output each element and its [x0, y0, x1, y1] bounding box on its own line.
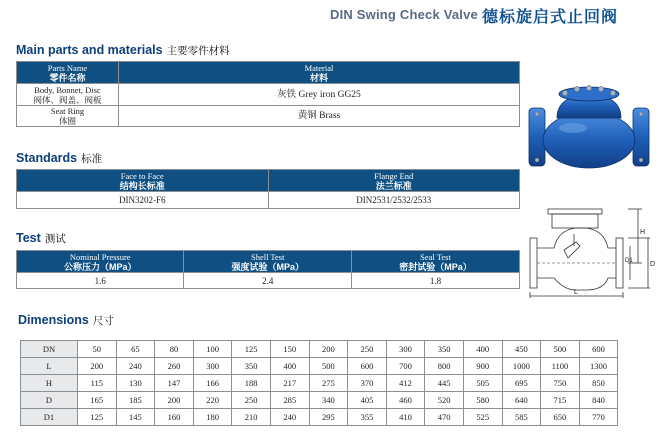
dimension-value-cell: 185 — [116, 392, 155, 409]
dimension-value-cell: 250 — [348, 341, 387, 358]
dimension-value-cell: 650 — [541, 409, 580, 426]
standards-header-flange: Flange End 法兰标准 — [268, 170, 520, 192]
table-row — [21, 392, 618, 409]
dimension-value-cell: 180 — [193, 409, 232, 426]
test-header-shell: Shell Test 强度试验（MPa） — [184, 251, 351, 273]
dimension-value-cell: 200 — [78, 358, 117, 375]
dimension-value-cell: 147 — [155, 375, 194, 392]
dimension-value-cell: 65 — [116, 341, 155, 358]
label-d: D — [650, 261, 656, 268]
dimension-value-cell: 460 — [386, 392, 425, 409]
label-h: H — [640, 229, 646, 236]
dimension-value-cell: 410 — [386, 409, 425, 426]
dimension-value-cell: 412 — [386, 375, 425, 392]
dimension-value-cell: 600 — [348, 358, 387, 375]
dimension-key-cell: H — [21, 375, 78, 392]
dimension-value-cell: 505 — [463, 375, 502, 392]
dimension-value-cell: 188 — [232, 375, 271, 392]
table-row — [21, 409, 618, 426]
dimension-key-cell: D — [21, 392, 78, 409]
dimension-value-cell: 1000 — [502, 358, 541, 375]
dimension-value-cell: 500 — [541, 341, 580, 358]
dimension-value-cell: 80 — [155, 341, 194, 358]
dimension-key-cell: L — [21, 358, 78, 375]
page-title-cn: 德标旋启式止回阀 — [482, 9, 619, 26]
dimension-value-cell: 200 — [155, 392, 194, 409]
dimension-value-cell: 750 — [541, 375, 580, 392]
dimension-value-cell: 125 — [78, 409, 117, 426]
dimension-value-cell: 405 — [348, 392, 387, 409]
dimension-value-cell: 400 — [463, 341, 502, 358]
dimension-value-cell: 355 — [348, 409, 387, 426]
dimension-value-cell: 165 — [78, 392, 117, 409]
nominal-pressure-value: 1.6 — [17, 273, 184, 289]
dimension-value-cell: 770 — [579, 409, 618, 426]
dimension-value-cell: 200 — [309, 341, 348, 358]
dimension-value-cell: 115 — [78, 375, 117, 392]
materials-section-title — [16, 43, 230, 58]
dimension-value-cell: 640 — [502, 392, 541, 409]
standards-title-en: Standards — [16, 151, 78, 165]
material-cell: 灰铁 Grey iron GG25 — [119, 84, 520, 106]
dimension-value-cell: 220 — [193, 392, 232, 409]
dimension-value-cell: 370 — [348, 375, 387, 392]
dimension-value-cell: 260 — [155, 358, 194, 375]
dimension-value-cell: 300 — [193, 358, 232, 375]
dimension-value-cell: 160 — [155, 409, 194, 426]
table-row — [17, 84, 520, 106]
dimension-value-cell: 900 — [463, 358, 502, 375]
dimension-value-cell: 580 — [463, 392, 502, 409]
materials-table — [16, 61, 520, 127]
test-title-en: Test — [16, 231, 41, 245]
materials-title-en: Main parts and materials — [16, 43, 163, 57]
test-header-seal: Seal Test 密封试验（MPa） — [351, 251, 519, 273]
dimension-value-cell: 300 — [386, 341, 425, 358]
table-row — [17, 106, 520, 127]
dimension-value-cell: 500 — [309, 358, 348, 375]
dimension-value-cell: 695 — [502, 375, 541, 392]
dimension-value-cell: 166 — [193, 375, 232, 392]
dimension-value-cell: 1100 — [541, 358, 580, 375]
dimension-value-cell: 840 — [579, 392, 618, 409]
table-row — [17, 192, 520, 209]
shell-test-value: 2.4 — [184, 273, 351, 289]
dimension-value-cell: 450 — [502, 341, 541, 358]
dimension-value-cell: 275 — [309, 375, 348, 392]
dimension-value-cell: 210 — [232, 409, 271, 426]
dimension-value-cell: 250 — [232, 392, 271, 409]
dimension-value-cell: 400 — [270, 358, 309, 375]
dimensions-title-en: Dimensions — [18, 313, 89, 327]
dimension-value-cell: 470 — [425, 409, 464, 426]
dimension-value-cell: 715 — [541, 392, 580, 409]
dimension-value-cell: 350 — [232, 358, 271, 375]
page-title-en: DIN Swing Check Valve — [330, 7, 478, 22]
part-name-cell: Seat Ring 体圈 — [17, 106, 119, 127]
dimension-key-cell: D1 — [21, 409, 78, 426]
dimension-value-cell: 125 — [232, 341, 271, 358]
valve-section-drawing — [524, 200, 659, 300]
dimension-key-cell: DN — [21, 341, 78, 358]
dimension-value-cell: 585 — [502, 409, 541, 426]
label-l: L — [574, 289, 578, 296]
dimension-value-cell: 350 — [425, 341, 464, 358]
dimension-value-cell: 150 — [270, 341, 309, 358]
dimension-value-cell: 50 — [78, 341, 117, 358]
dimension-value-cell: 520 — [425, 392, 464, 409]
standards-table — [16, 169, 520, 209]
dimension-value-cell: 800 — [425, 358, 464, 375]
standards-header-face: Face to Face 结构长标准 — [17, 170, 269, 192]
dimensions-section-title — [18, 313, 114, 328]
dimension-value-cell: 285 — [270, 392, 309, 409]
test-title-cn: 测试 — [44, 233, 66, 245]
dimensions-title-cn: 尺寸 — [92, 315, 114, 327]
flange-end-value: DIN2531/2532/2533 — [268, 192, 520, 209]
dimension-value-cell: 340 — [309, 392, 348, 409]
materials-title-cn: 主要零件材料 — [166, 45, 230, 57]
face-to-face-value: DIN3202-F6 — [17, 192, 269, 209]
label-d1: D1 — [625, 258, 633, 264]
dimension-value-cell: 130 — [116, 375, 155, 392]
dimension-value-cell: 240 — [116, 358, 155, 375]
part-name-cell: Body, Bonnet, Disc 阀体、阀盖、阀板 — [17, 84, 119, 106]
dimension-value-cell: 700 — [386, 358, 425, 375]
materials-header-material: Material 材料 — [119, 62, 520, 84]
table-row — [21, 341, 618, 358]
dimension-value-cell: 145 — [116, 409, 155, 426]
dimension-value-cell: 525 — [463, 409, 502, 426]
dimension-value-cell: 295 — [309, 409, 348, 426]
dimension-value-cell: 600 — [579, 341, 618, 358]
test-header-nominal: Nominal Pressure 公称压力（MPa） — [17, 251, 184, 273]
table-row — [21, 375, 618, 392]
dimension-value-cell: 240 — [270, 409, 309, 426]
dimension-value-cell: 217 — [270, 375, 309, 392]
dimensions-table — [20, 340, 618, 426]
material-cell: 黄铜 Brass — [119, 106, 520, 127]
materials-header-parts: Parts Name 零件名称 — [17, 62, 119, 84]
test-section-title — [16, 231, 66, 246]
table-row — [21, 358, 618, 375]
standards-section-title — [16, 151, 102, 166]
dimension-value-cell: 850 — [579, 375, 618, 392]
dimension-value-cell: 100 — [193, 341, 232, 358]
dimension-value-cell: 445 — [425, 375, 464, 392]
test-table — [16, 250, 520, 289]
dimension-value-cell: 1300 — [579, 358, 618, 375]
table-row — [17, 273, 520, 289]
seal-test-value: 1.8 — [351, 273, 519, 289]
standards-title-cn: 标准 — [81, 153, 103, 165]
valve-photo — [527, 78, 651, 176]
